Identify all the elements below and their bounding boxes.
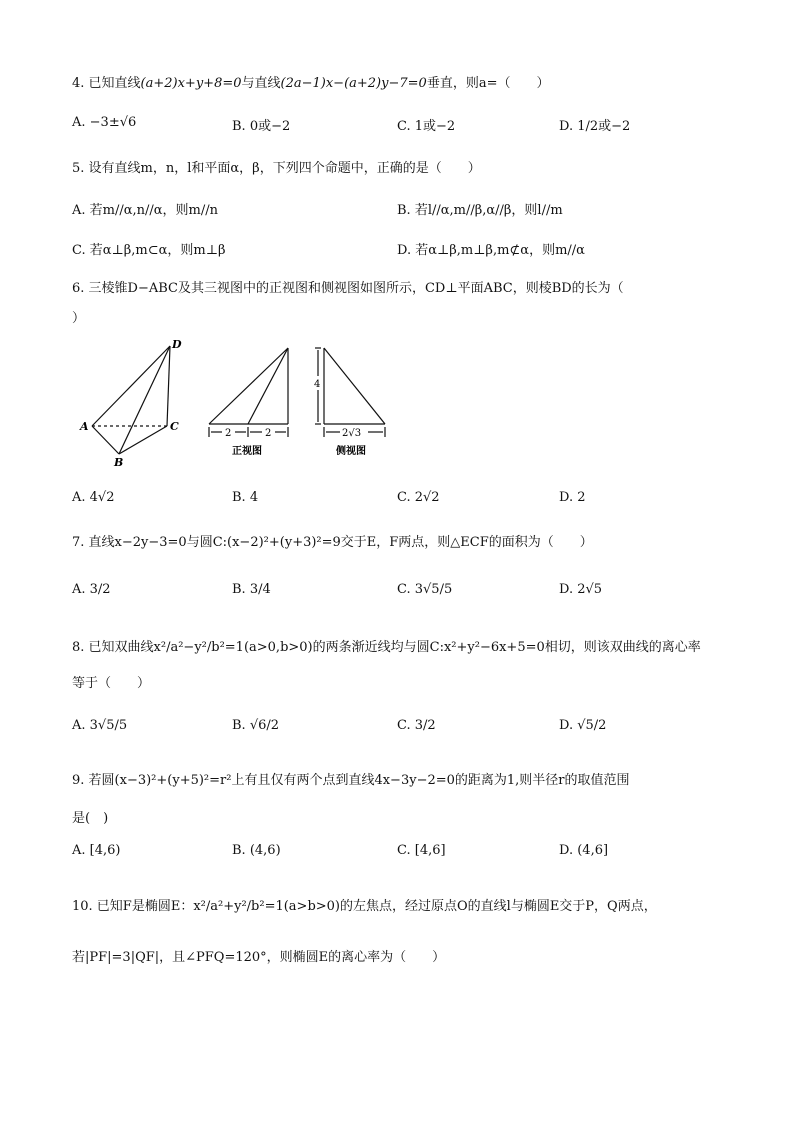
q6-option-c[interactable]: C. 2√2	[397, 490, 440, 505]
q4-option-a[interactable]: A. −3±√6	[72, 115, 137, 130]
q5-option-b[interactable]: B. 若l//α,m//β,α//β，则l//m	[397, 203, 563, 218]
question-9-stem: 9. 若圆(x−3)²+(y+5)²=r²上有且仅有两个点到直线4x−3y−2=0的距离为1,则半径r的取值范围	[72, 773, 630, 788]
q4-suffix: 垂直，则a=（ ）	[426, 76, 550, 91]
question-8-stem: 8. 已知双曲线x²/a²−y²/b²=1(a>0,b>0)的两条渐近线均与圆C:x²+y²−6x+5=0相切，则该双曲线的离心率	[72, 640, 701, 655]
front-width-2: 2	[265, 428, 272, 439]
q6-option-b[interactable]: B. 4	[232, 490, 259, 505]
pyramid-drawing	[92, 346, 170, 454]
label-a: A	[80, 420, 89, 433]
q9-option-d[interactable]: D. (4,6]	[559, 843, 609, 858]
q4-line2: (2a−1)x−(a+2)y−7=0	[280, 76, 427, 91]
side-view-caption: 侧视图	[336, 446, 366, 457]
question-5-options-row1	[72, 199, 732, 229]
question-10-stem-cont: 若|PF|=3|QF|，且∠PFQ=120°，则椭圆E的离心率为（ ）	[72, 950, 446, 965]
question-8-options	[72, 718, 732, 748]
question-4-stem	[72, 72, 732, 91]
front-view	[209, 348, 288, 437]
q9-option-a[interactable]: A. [4,6)	[72, 843, 121, 858]
q8-option-a[interactable]: A. 3√5/5	[72, 718, 128, 733]
question-6-stem-cont: ）	[72, 311, 86, 326]
front-view-caption: 正视图	[232, 446, 262, 457]
label-b: B	[114, 456, 124, 466]
q4-prefix: 4. 已知直线	[72, 76, 141, 91]
q4-mid: 与直线	[241, 76, 281, 91]
question-9-options	[72, 843, 732, 873]
question-6-options	[72, 490, 732, 520]
question-5-stem: 5. 设有直线m，n，l和平面α，β，下列四个命题中，正确的是（ ）	[72, 161, 481, 176]
q7-option-b[interactable]: B. 3/4	[232, 582, 271, 597]
q8-option-b[interactable]: B. √6/2	[232, 718, 280, 733]
label-d: D	[172, 338, 182, 351]
q6-option-a[interactable]: A. 4√2	[72, 490, 115, 505]
q7-option-d[interactable]: D. 2√5	[559, 582, 603, 597]
three-view-figure	[72, 336, 402, 466]
q9-option-c[interactable]: C. [4,6]	[397, 843, 446, 858]
q5-option-c[interactable]: C. 若α⊥β,m⊂α，则m⊥β	[72, 243, 226, 258]
q4-line1: (a+2)x+y+8=0	[140, 76, 242, 91]
side-width: 2√3	[342, 428, 362, 439]
q4-option-b[interactable]: B. 0或−2	[232, 119, 291, 134]
side-view	[315, 348, 385, 437]
label-c: C	[170, 420, 179, 433]
q7-option-c[interactable]: C. 3√5/5	[397, 582, 453, 597]
side-height: 4	[314, 379, 321, 390]
question-5-options-row2	[72, 239, 732, 269]
q5-option-a[interactable]: A. 若m//α,n//α，则m//n	[72, 203, 219, 218]
front-width-1: 2	[225, 428, 232, 439]
q9-option-b[interactable]: B. (4,6)	[232, 843, 281, 858]
question-8-stem-cont: 等于（ ）	[72, 676, 151, 691]
question-9-stem-cont: 是( )	[72, 811, 109, 826]
question-4-options	[72, 115, 732, 145]
q8-option-c[interactable]: C. 3/2	[397, 718, 436, 733]
q4-option-d[interactable]: D. 1/2或−2	[559, 119, 631, 134]
question-7-stem: 7. 直线x−2y−3=0与圆C:(x−2)²+(y+3)²=9交于E，F两点，则△ECF的面积为（ ）	[72, 535, 593, 550]
question-10-stem: 10. 已知F是椭圆E：x²/a²+y²/b²=1(a>b>0)的左焦点，经过原点O的直线l与椭圆E交于P，Q两点，	[72, 899, 657, 914]
question-7-options	[72, 582, 732, 612]
q8-option-d[interactable]: D. √5/2	[559, 718, 607, 733]
q7-option-a[interactable]: A. 3/2	[72, 582, 111, 597]
q4-option-c[interactable]: C. 1或−2	[397, 119, 456, 134]
q5-option-d[interactable]: D. 若α⊥β,m⊥β,m⊄α，则m//α	[397, 243, 585, 258]
question-6-stem: 6. 三棱锥D−ABC及其三视图中的正视图和侧视图如图所示，CD⊥平面ABC，则棱BD的长为（	[72, 281, 624, 296]
q6-option-d[interactable]: D. 2	[559, 490, 586, 505]
